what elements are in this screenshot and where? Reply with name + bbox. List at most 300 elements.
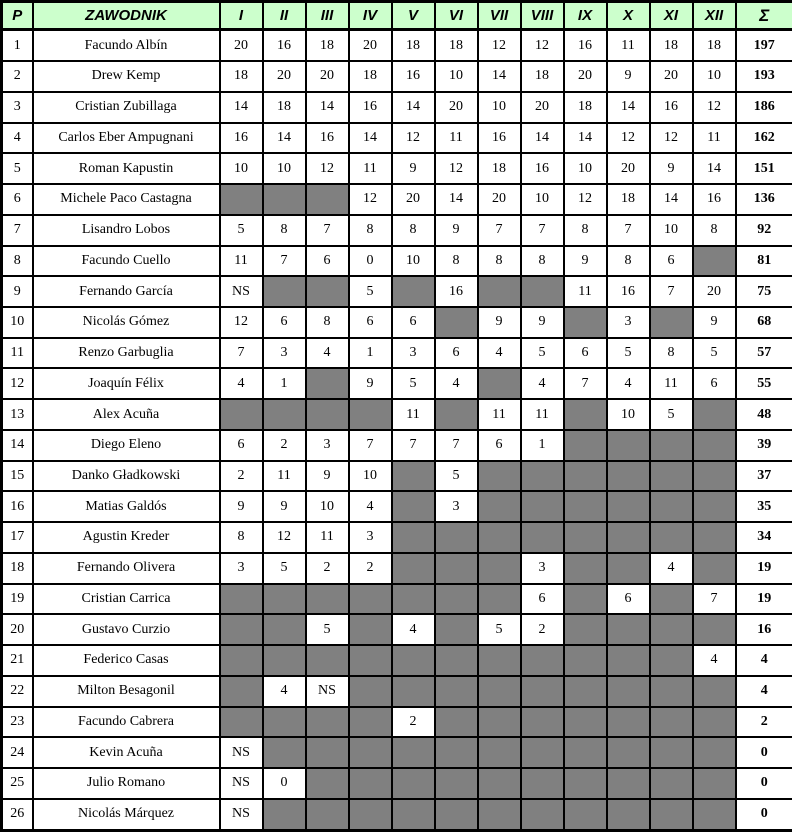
no-participation-cell: [693, 553, 736, 584]
no-participation-cell: [435, 676, 478, 707]
score-cell: 12: [521, 30, 564, 62]
no-participation-cell: [349, 768, 392, 799]
score-cell: 14: [478, 61, 521, 92]
rank-cell: 1: [2, 30, 33, 62]
no-participation-cell: [435, 399, 478, 430]
no-participation-cell: [263, 276, 306, 307]
score-cell: 11: [693, 123, 736, 154]
no-participation-cell: [263, 184, 306, 215]
table-row: [2, 584, 792, 615]
no-participation-cell: [564, 461, 607, 492]
score-cell: 20: [392, 184, 435, 215]
no-participation-cell: [607, 799, 650, 831]
no-participation-cell: [435, 799, 478, 831]
total-cell: 19: [736, 553, 792, 584]
no-participation-cell: [306, 184, 349, 215]
no-participation-cell: [564, 307, 607, 338]
no-participation-cell: [607, 768, 650, 799]
no-participation-cell: [650, 768, 693, 799]
score-cell: 5: [435, 461, 478, 492]
no-participation-cell: [349, 645, 392, 676]
no-participation-cell: [478, 368, 521, 399]
score-cell: 3: [521, 553, 564, 584]
score-cell: 12: [564, 184, 607, 215]
score-cell: 9: [349, 368, 392, 399]
no-participation-cell: [650, 522, 693, 553]
score-cell: 20: [564, 61, 607, 92]
no-participation-cell: [306, 276, 349, 307]
score-cell: 12: [607, 123, 650, 154]
total-cell: 68: [736, 307, 792, 338]
score-cell: 10: [306, 491, 349, 522]
rank-cell: 9: [2, 276, 33, 307]
no-participation-cell: [607, 645, 650, 676]
no-participation-cell: [650, 461, 693, 492]
score-cell: 8: [392, 215, 435, 246]
score-cell: 14: [650, 184, 693, 215]
score-cell: 14: [564, 123, 607, 154]
score-cell: 6: [564, 338, 607, 369]
rank-cell: 10: [2, 307, 33, 338]
no-participation-cell: [306, 768, 349, 799]
total-cell: 37: [736, 461, 792, 492]
round-column-header: XI: [650, 2, 693, 30]
score-cell: 10: [607, 399, 650, 430]
player-name-cell: Drew Kemp: [33, 61, 220, 92]
score-cell: 5: [306, 614, 349, 645]
score-cell: 20: [220, 30, 263, 62]
rank-cell: 23: [2, 707, 33, 738]
score-cell: 8: [306, 307, 349, 338]
player-name-cell: Diego Eleno: [33, 430, 220, 461]
no-participation-cell: [521, 768, 564, 799]
score-cell: 4: [435, 368, 478, 399]
no-participation-cell: [478, 461, 521, 492]
score-cell: 5: [478, 614, 521, 645]
total-cell: 55: [736, 368, 792, 399]
rank-cell: 26: [2, 799, 33, 831]
no-participation-cell: [263, 645, 306, 676]
player-column-header: ZAWODNIK: [33, 2, 220, 30]
score-cell: 10: [392, 246, 435, 277]
score-cell: 11: [521, 399, 564, 430]
no-participation-cell: [564, 430, 607, 461]
score-cell: 10: [220, 153, 263, 184]
no-participation-cell: [650, 737, 693, 768]
score-cell: 10: [564, 153, 607, 184]
total-cell: 0: [736, 737, 792, 768]
rank-cell: 20: [2, 614, 33, 645]
rank-cell: 7: [2, 215, 33, 246]
score-cell: 10: [349, 461, 392, 492]
score-cell: 3: [306, 430, 349, 461]
score-cell: 5: [392, 368, 435, 399]
round-column-header: IX: [564, 2, 607, 30]
no-participation-cell: [693, 707, 736, 738]
table-row: [2, 30, 792, 62]
player-name-cell: Nicolás Márquez: [33, 799, 220, 831]
no-participation-cell: [392, 768, 435, 799]
score-cell: 11: [392, 399, 435, 430]
score-cell: 11: [306, 522, 349, 553]
score-cell: 11: [650, 368, 693, 399]
player-name-cell: Lisandro Lobos: [33, 215, 220, 246]
no-participation-cell: [564, 522, 607, 553]
score-cell: 6: [521, 584, 564, 615]
round-column-header: VI: [435, 2, 478, 30]
total-cell: 34: [736, 522, 792, 553]
rank-cell: 4: [2, 123, 33, 154]
player-name-cell: Gustavo Curzio: [33, 614, 220, 645]
score-cell: 4: [263, 676, 306, 707]
table-row: [2, 368, 792, 399]
score-cell: 16: [650, 92, 693, 123]
score-cell: 10: [478, 92, 521, 123]
score-cell: 5: [220, 215, 263, 246]
no-participation-cell: [607, 614, 650, 645]
no-participation-cell: [693, 522, 736, 553]
no-participation-cell: [607, 676, 650, 707]
no-participation-cell: [349, 737, 392, 768]
no-participation-cell: [478, 584, 521, 615]
no-participation-cell: [607, 553, 650, 584]
table-row: [2, 338, 792, 369]
score-cell: 8: [435, 246, 478, 277]
no-participation-cell: [392, 584, 435, 615]
no-participation-cell: [392, 276, 435, 307]
score-cell: 6: [693, 368, 736, 399]
no-participation-cell: [435, 522, 478, 553]
no-participation-cell: [263, 614, 306, 645]
score-cell: 7: [564, 368, 607, 399]
score-cell: 4: [478, 338, 521, 369]
table-row: [2, 491, 792, 522]
score-cell: 9: [693, 307, 736, 338]
score-cell: 12: [263, 522, 306, 553]
total-cell: 162: [736, 123, 792, 154]
score-cell: 7: [220, 338, 263, 369]
no-participation-cell: [478, 799, 521, 831]
total-cell: 136: [736, 184, 792, 215]
player-name-cell: Michele Paco Castagna: [33, 184, 220, 215]
no-participation-cell: [435, 737, 478, 768]
score-cell: 8: [693, 215, 736, 246]
score-cell: 18: [392, 30, 435, 62]
score-cell: 16: [478, 123, 521, 154]
score-cell: 9: [607, 61, 650, 92]
score-cell: 18: [607, 184, 650, 215]
table-row: [2, 676, 792, 707]
score-cell: 6: [650, 246, 693, 277]
rank-cell: 15: [2, 461, 33, 492]
no-participation-cell: [349, 614, 392, 645]
no-participation-cell: [263, 799, 306, 831]
total-cell: 16: [736, 614, 792, 645]
score-cell: 14: [263, 123, 306, 154]
score-cell: 18: [564, 92, 607, 123]
score-cell: 9: [521, 307, 564, 338]
round-column-header: VIII: [521, 2, 564, 30]
score-cell: 6: [349, 307, 392, 338]
score-cell: 8: [349, 215, 392, 246]
score-cell: 4: [607, 368, 650, 399]
score-cell: 10: [435, 61, 478, 92]
score-cell: 7: [392, 430, 435, 461]
no-participation-cell: [263, 584, 306, 615]
no-participation-cell: [220, 184, 263, 215]
no-participation-cell: [564, 676, 607, 707]
no-participation-cell: [564, 614, 607, 645]
player-name-cell: Cristian Zubillaga: [33, 92, 220, 123]
score-cell: 16: [564, 30, 607, 62]
no-participation-cell: [263, 707, 306, 738]
total-cell: 92: [736, 215, 792, 246]
player-name-cell: Facundo Cuello: [33, 246, 220, 277]
score-cell: 9: [306, 461, 349, 492]
score-cell: 8: [607, 246, 650, 277]
score-cell: 20: [693, 276, 736, 307]
no-participation-cell: [392, 553, 435, 584]
no-participation-cell: [650, 799, 693, 831]
score-cell: 9: [263, 491, 306, 522]
score-cell: 12: [220, 307, 263, 338]
no-participation-cell: [521, 522, 564, 553]
no-participation-cell: [392, 461, 435, 492]
score-cell: 6: [263, 307, 306, 338]
player-name-cell: Kevin Acuña: [33, 737, 220, 768]
no-participation-cell: [435, 768, 478, 799]
score-cell: 18: [478, 153, 521, 184]
score-cell: 5: [693, 338, 736, 369]
no-participation-cell: [564, 584, 607, 615]
score-cell: 12: [306, 153, 349, 184]
player-name-cell: Fernando Olivera: [33, 553, 220, 584]
score-cell: 18: [650, 30, 693, 62]
no-participation-cell: [693, 491, 736, 522]
table-row: [2, 461, 792, 492]
player-name-cell: Federico Casas: [33, 645, 220, 676]
score-cell: 9: [478, 307, 521, 338]
table-row: [2, 645, 792, 676]
no-participation-cell: [478, 676, 521, 707]
no-participation-cell: [521, 707, 564, 738]
rank-cell: 6: [2, 184, 33, 215]
no-participation-cell: [693, 799, 736, 831]
player-name-cell: Roman Kapustin: [33, 153, 220, 184]
total-cell: 39: [736, 430, 792, 461]
total-cell: 81: [736, 246, 792, 277]
score-cell: 8: [478, 246, 521, 277]
score-cell: 11: [349, 153, 392, 184]
score-cell: 6: [607, 584, 650, 615]
no-participation-cell: [435, 307, 478, 338]
no-participation-cell: [220, 399, 263, 430]
no-participation-cell: [564, 645, 607, 676]
player-name-cell: Nicolás Gómez: [33, 307, 220, 338]
round-column-header: III: [306, 2, 349, 30]
no-participation-cell: [650, 491, 693, 522]
score-cell: 10: [263, 153, 306, 184]
no-participation-cell: [693, 461, 736, 492]
no-participation-cell: [693, 768, 736, 799]
score-cell: 14: [435, 184, 478, 215]
no-participation-cell: [306, 799, 349, 831]
no-participation-cell: [392, 522, 435, 553]
position-column-header: P: [2, 2, 33, 30]
no-participation-cell: [478, 645, 521, 676]
score-cell: 4: [306, 338, 349, 369]
score-cell: 11: [478, 399, 521, 430]
no-participation-cell: [693, 676, 736, 707]
score-cell: 20: [349, 30, 392, 62]
score-cell: 18: [263, 92, 306, 123]
no-participation-cell: [607, 707, 650, 738]
score-cell: NS: [220, 799, 263, 831]
score-cell: 18: [435, 30, 478, 62]
no-participation-cell: [478, 553, 521, 584]
table-row: [2, 707, 792, 738]
no-participation-cell: [349, 399, 392, 430]
score-cell: 11: [220, 246, 263, 277]
no-participation-cell: [564, 768, 607, 799]
no-participation-cell: [220, 676, 263, 707]
no-participation-cell: [521, 491, 564, 522]
table-row: [2, 553, 792, 584]
score-cell: 7: [435, 430, 478, 461]
no-participation-cell: [521, 461, 564, 492]
score-cell: 5: [349, 276, 392, 307]
score-cell: 12: [650, 123, 693, 154]
table-row: [2, 123, 792, 154]
no-participation-cell: [306, 399, 349, 430]
score-cell: 14: [306, 92, 349, 123]
score-cell: 14: [220, 92, 263, 123]
score-cell: 4: [650, 553, 693, 584]
no-participation-cell: [607, 491, 650, 522]
score-cell: 7: [650, 276, 693, 307]
no-participation-cell: [650, 676, 693, 707]
score-cell: 6: [392, 307, 435, 338]
score-cell: 7: [693, 584, 736, 615]
player-name-cell: Facundo Albín: [33, 30, 220, 62]
no-participation-cell: [521, 276, 564, 307]
score-cell: 9: [392, 153, 435, 184]
round-column-header: X: [607, 2, 650, 30]
player-name-cell: Agustin Kreder: [33, 522, 220, 553]
score-cell: NS: [306, 676, 349, 707]
no-participation-cell: [564, 491, 607, 522]
score-cell: 2: [220, 461, 263, 492]
no-participation-cell: [392, 676, 435, 707]
rank-cell: 16: [2, 491, 33, 522]
score-cell: 7: [263, 246, 306, 277]
score-cell: 9: [650, 153, 693, 184]
rank-cell: 12: [2, 368, 33, 399]
score-cell: 16: [263, 30, 306, 62]
score-cell: 20: [521, 92, 564, 123]
score-cell: 9: [435, 215, 478, 246]
no-participation-cell: [435, 614, 478, 645]
no-participation-cell: [693, 246, 736, 277]
rank-cell: 18: [2, 553, 33, 584]
table-row: [2, 614, 792, 645]
score-cell: 0: [263, 768, 306, 799]
score-cell: 11: [564, 276, 607, 307]
score-cell: 16: [306, 123, 349, 154]
no-participation-cell: [521, 737, 564, 768]
table-row: [2, 399, 792, 430]
score-cell: 18: [306, 30, 349, 62]
total-cell: 4: [736, 645, 792, 676]
total-cell: 197: [736, 30, 792, 62]
score-cell: 5: [650, 399, 693, 430]
score-cell: NS: [220, 768, 263, 799]
table-row: [2, 215, 792, 246]
no-participation-cell: [478, 522, 521, 553]
player-name-cell: Carlos Eber Ampugnani: [33, 123, 220, 154]
no-participation-cell: [349, 707, 392, 738]
score-cell: 16: [693, 184, 736, 215]
player-name-cell: Fernando García: [33, 276, 220, 307]
score-cell: 18: [220, 61, 263, 92]
total-cell: 75: [736, 276, 792, 307]
round-column-header: II: [263, 2, 306, 30]
rank-cell: 25: [2, 768, 33, 799]
no-participation-cell: [263, 399, 306, 430]
total-cell: 35: [736, 491, 792, 522]
score-cell: 1: [263, 368, 306, 399]
no-participation-cell: [349, 584, 392, 615]
table-row: [2, 92, 792, 123]
score-cell: 8: [650, 338, 693, 369]
no-participation-cell: [478, 768, 521, 799]
table-row: [2, 799, 792, 831]
score-cell: 11: [435, 123, 478, 154]
score-cell: 6: [478, 430, 521, 461]
rank-cell: 5: [2, 153, 33, 184]
no-participation-cell: [607, 522, 650, 553]
no-participation-cell: [349, 799, 392, 831]
score-cell: 18: [693, 30, 736, 62]
no-participation-cell: [306, 707, 349, 738]
no-participation-cell: [435, 707, 478, 738]
total-cell: 4: [736, 676, 792, 707]
player-name-cell: Renzo Garbuglia: [33, 338, 220, 369]
round-column-header: VII: [478, 2, 521, 30]
no-participation-cell: [435, 553, 478, 584]
score-cell: 16: [349, 92, 392, 123]
no-participation-cell: [306, 737, 349, 768]
score-cell: 12: [478, 30, 521, 62]
total-cell: 2: [736, 707, 792, 738]
score-cell: 2: [306, 553, 349, 584]
rank-cell: 17: [2, 522, 33, 553]
rank-cell: 24: [2, 737, 33, 768]
no-participation-cell: [607, 461, 650, 492]
score-cell: 6: [306, 246, 349, 277]
no-participation-cell: [693, 430, 736, 461]
score-cell: 1: [349, 338, 392, 369]
table-row: [2, 768, 792, 799]
score-cell: 14: [392, 92, 435, 123]
no-participation-cell: [392, 645, 435, 676]
rank-cell: 11: [2, 338, 33, 369]
table-row: [2, 522, 792, 553]
score-cell: 14: [693, 153, 736, 184]
score-cell: 8: [564, 215, 607, 246]
score-cell: 4: [521, 368, 564, 399]
table-row: [2, 246, 792, 277]
